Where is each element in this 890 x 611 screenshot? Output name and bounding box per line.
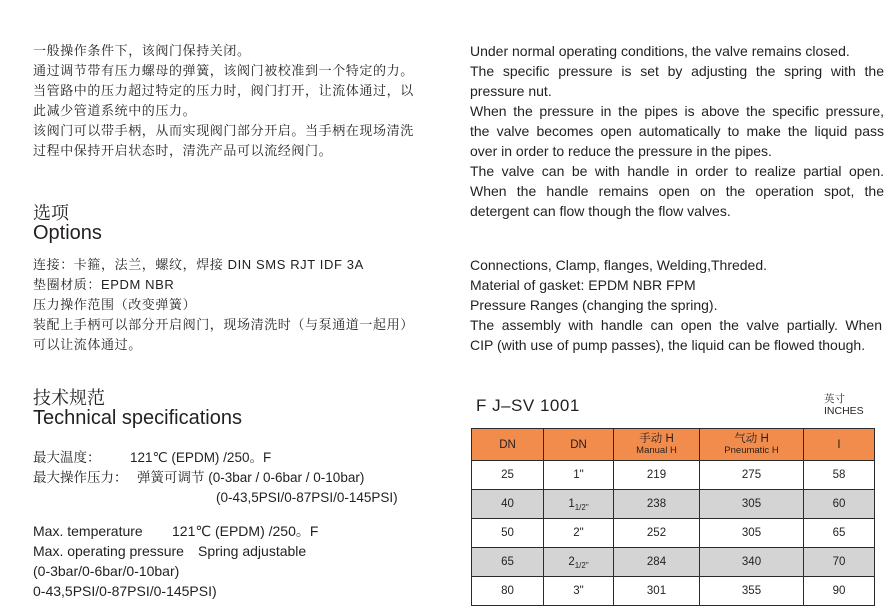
cell-dn: 25 [472, 461, 544, 490]
intro-en-line: The specific pressure is set by adjusting the spring with the [470, 63, 884, 79]
unit-label [824, 393, 864, 417]
cell-inch: 3" [544, 577, 614, 606]
max-temp-en-value: 121℃ (EPDM) /250。F [172, 523, 319, 539]
intro-cn-line: 此减少管道系统中的压力。 [33, 103, 197, 118]
max-pressure-en-psi: 0-43,5PSI/0-87PSI/0-145PSI) [33, 583, 217, 599]
cell-manual: 284 [614, 548, 700, 577]
max-temp-en-label: Max. temperature [33, 523, 143, 539]
cell-pneumatic: 275 [700, 461, 804, 490]
cell-manual: 219 [614, 461, 700, 490]
options-cn-line: 垫圈材质：EPDM NBR [33, 277, 175, 292]
intro-en-line: the valve becomes open automatically to make the liquid pass [470, 123, 884, 139]
cell-dn: 50 [472, 519, 544, 548]
max-pressure-cn-value: 弹簧可调节 (0-3bar / 0-6bar / 0-10bar) [137, 470, 365, 485]
table-row [472, 519, 875, 548]
header-manual-h: 手动 H Manual H [614, 429, 700, 461]
unit-label-cn: 英寸 [824, 393, 845, 405]
cell-inch: 1" [544, 461, 614, 490]
intro-en-line: When the handle remains open on the operation spot, the [470, 183, 884, 199]
cell-dn: 65 [472, 548, 544, 577]
cell-dn: 40 [472, 490, 544, 519]
cell-manual: 301 [614, 577, 700, 606]
max-temp-cn-value: 121℃ (EPDM) /250。F [130, 450, 272, 465]
cell-inch: 2" [544, 519, 614, 548]
cell-pneumatic: 305 [700, 490, 804, 519]
intro-cn-line: 通过调节带有压力螺母的弹簧，该阀门被校准到一个特定的力。 [33, 63, 414, 78]
intro-cn-line: 该阀门可以带手柄，从而实现阀门部分开启。当手柄在现场清洗 [33, 123, 414, 138]
options-cn-line: 装配上手柄可以部分开启阀门，现场清洗时（与泵通道一起用） [33, 317, 414, 332]
intro-en-line: The valve can be with handle in order to realize partial open. [470, 163, 884, 179]
intro-chinese [33, 41, 441, 161]
cell-i: 70 [804, 548, 875, 577]
tech-title-cn: 技术规范 [33, 388, 105, 408]
cell-i: 65 [804, 519, 875, 548]
cell-i: 60 [804, 490, 875, 519]
options-cn-line: 可以让流体通过。 [33, 337, 142, 352]
max-pressure-en-bar: (0-3bar/0-6bar/0-10bar) [33, 563, 180, 579]
options-en-line: The assembly with handle can open the valve partially. When [470, 317, 882, 333]
options-title-cn: 选项 [33, 203, 69, 223]
cell-manual: 238 [614, 490, 700, 519]
tech-title-en: Technical specifications [33, 407, 242, 429]
cell-i: 90 [804, 577, 875, 606]
intro-cn-line: 过程中保持开启状态时，清洗产品可以流经阀门。 [33, 143, 333, 158]
table-row [472, 577, 875, 606]
intro-english [470, 41, 884, 221]
cell-i: 58 [804, 461, 875, 490]
header-pneumatic-h: 气动 H Pneumatic H [700, 429, 804, 461]
intro-en-line: When the pressure in the pipes is above the specific pressure, [470, 103, 884, 119]
table-row [472, 490, 875, 519]
table-row [472, 461, 875, 490]
model-number: F J–SV 1001 [476, 396, 580, 415]
header-dn-inch: DN [544, 429, 614, 461]
cell-dn: 80 [472, 577, 544, 606]
options-en-line: Material of gasket: EPDM NBR FPM [470, 277, 696, 293]
cell-pneumatic: 305 [700, 519, 804, 548]
cell-pneumatic: 355 [700, 577, 804, 606]
max-pressure-cn-psi: (0-43,5PSI/0-87PSI/0-145PSI) [216, 490, 398, 505]
options-cn-line: 压力操作范围（改变弹簧） [33, 297, 197, 312]
cell-manual: 252 [614, 519, 700, 548]
intro-cn-line: 一般操作条件下，该阀门保持关闭。 [33, 43, 251, 58]
options-chinese [33, 255, 453, 355]
cell-inch: $2_{1/2"}$ [544, 548, 614, 577]
table-header-row [472, 429, 875, 461]
options-en-line: CIP (with use of pump passes), the liquid can be flowed though. [470, 337, 866, 353]
intro-en-line: detergent can flow though the flow valves. [470, 203, 731, 219]
options-cn-line: 连接：卡箍，法兰，螺纹，焊接 DIN SMS RJT IDF 3A [33, 257, 364, 272]
max-pressure-en-label: Max. operating pressure [33, 543, 184, 559]
unit-label-en: INCHES [824, 405, 864, 417]
options-title-en: Options [33, 222, 102, 244]
intro-en-line: over in order to reduce the pressure in the pipes. [470, 143, 772, 159]
max-pressure-cn-label: 最大操作压力： [33, 470, 128, 485]
intro-en-line: pressure nut. [470, 83, 552, 99]
header-i: I [804, 429, 875, 461]
options-en-line: Connections, Clamp, flanges, Welding,Threded. [470, 257, 768, 273]
intro-en-line: Under normal operating conditions, the valve remains closed. [470, 43, 850, 59]
cell-pneumatic: 340 [700, 548, 804, 577]
dimension-table [471, 428, 875, 606]
options-en-line: Pressure Ranges (changing the spring). [470, 297, 718, 313]
options-english [470, 255, 882, 355]
table-row [472, 548, 875, 577]
cell-inch: $1_{1/2"}$ [544, 490, 614, 519]
header-dn: DN [472, 429, 544, 461]
intro-cn-line: 当管路中的压力超过特定的压力时，阀门打开，让流体通过，以 [33, 83, 414, 98]
max-pressure-en-value: Spring adjustable [198, 543, 307, 559]
max-temp-cn-label: 最大温度： [33, 450, 101, 465]
